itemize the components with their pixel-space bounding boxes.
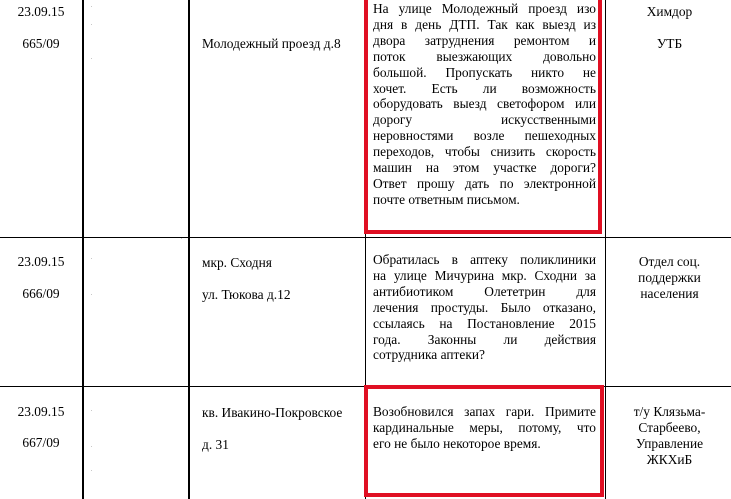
organization-line: населения — [640, 285, 699, 301]
organization-cell — [608, 4, 731, 52]
request-number: 665/09 — [22, 36, 60, 51]
address-line: ул. Тюкова д.12 — [202, 286, 291, 302]
organization-line: Отдел соц. — [638, 254, 701, 269]
request-number: 667/09 — [22, 435, 60, 450]
complaint-line: Возобновился запах гари. Примите — [373, 404, 596, 419]
request-date: 23.09.15 — [17, 404, 65, 419]
complaint-line: переходов, чтобы снизить скорость — [373, 144, 596, 160]
dotted-artifact — [91, 0, 94, 499]
complaint-line: машин на этом участке дороги? — [373, 160, 596, 176]
organization-cell — [608, 254, 731, 302]
complaint-line: лечения простуды. Было отказано, — [373, 299, 596, 315]
row-separator — [0, 237, 731, 238]
complaint-line: кардинальные меры, потому, что — [373, 419, 596, 435]
organization-line: Старбеево, — [638, 419, 701, 435]
organization-cell — [608, 404, 731, 468]
complaint-line: Обратилась в аптеку поликлиники — [373, 252, 596, 267]
complaint-line: хочет. Есть ли возможность — [373, 80, 596, 96]
address-line: д. 31 — [202, 436, 229, 452]
request-date: 23.09.15 — [17, 254, 65, 269]
organization-line: УТБ — [656, 35, 683, 51]
organization-line: поддержки — [638, 269, 701, 285]
complaint-text — [373, 252, 596, 363]
complaint-line: дорогу искусственными — [373, 112, 596, 128]
column-divider-2 — [188, 0, 190, 499]
complaint-line: антибиотиком Олететрин для — [373, 283, 596, 299]
highlight-box — [364, 0, 602, 234]
complaint-line: дня в день ДТП. Так как выезд из — [373, 16, 596, 32]
highlight-box — [364, 385, 604, 497]
address-cell — [202, 255, 362, 303]
column-divider-4 — [605, 0, 606, 499]
complaint-line: почте ответным письмом. — [373, 191, 520, 207]
complaint-line: поток выезжающих довольно — [373, 48, 596, 64]
complaint-line: двора затруднения ремонтом и — [373, 32, 596, 48]
complaint-line: на улице Мичурина мкр. Сходни за — [373, 267, 596, 283]
address-line: кв. Ивакино-Покровское — [202, 405, 343, 420]
address-line: Молодежный проезд д.8 — [202, 36, 341, 51]
column-divider-1 — [82, 0, 84, 499]
address-cell — [202, 405, 362, 453]
address-cell — [202, 36, 362, 52]
complaint-line: года. Законны ли действия — [373, 331, 596, 347]
dotted-artifact — [181, 0, 184, 499]
complaint-line: На улице Молодежный проезд изо — [373, 1, 596, 16]
organization-line: Управление — [635, 435, 704, 451]
complaint-line: его не было некоторое время. — [373, 435, 541, 451]
request-date: 23.09.15 — [17, 4, 65, 19]
complaint-line: оборудовать выезд светофором или — [373, 96, 596, 112]
organization-line: Химдор — [646, 4, 693, 19]
address-line: мкр. Сходня — [202, 255, 272, 270]
complaint-line: большой. Пропускать никто не — [373, 64, 596, 80]
complaint-line: ссылаясь на Постановление 2015 — [373, 315, 596, 331]
organization-line: ЖКХиБ — [646, 451, 693, 467]
complaint-line: Ответ прошу дать по электронной — [373, 175, 596, 191]
request-number: 666/09 — [22, 286, 60, 301]
organization-line: т/у Клязьма- — [633, 404, 706, 419]
complaint-line: сотрудника аптеки? — [373, 347, 485, 363]
complaint-line: неровностями возле пешеходных — [373, 128, 596, 144]
